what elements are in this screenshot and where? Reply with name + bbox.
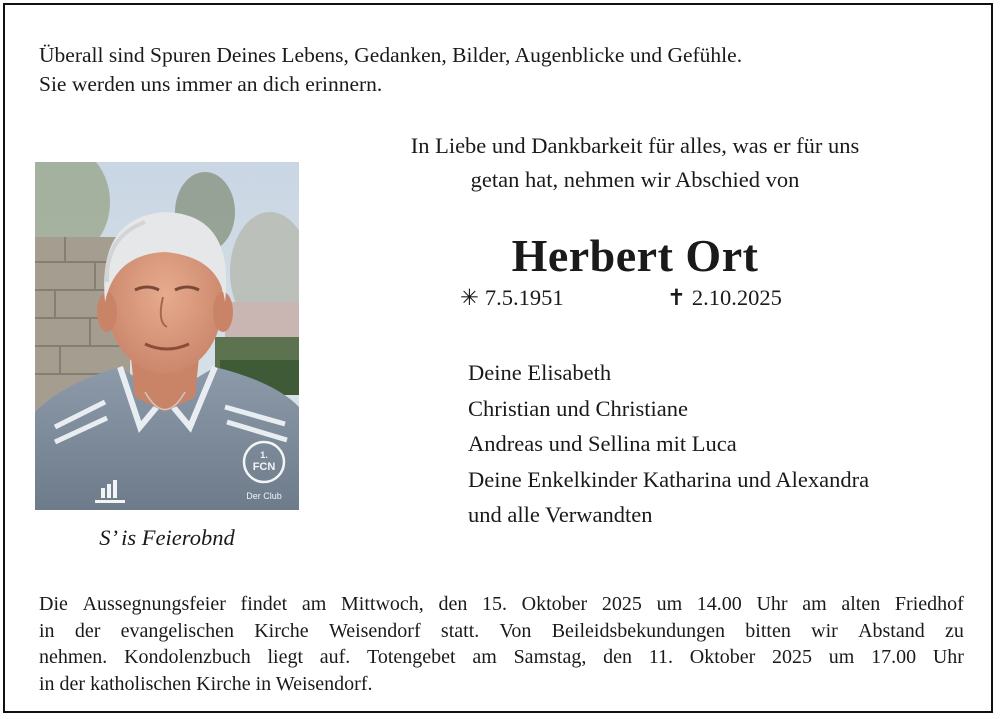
portrait-photo [35, 162, 299, 510]
notice-word: 11. [648, 646, 673, 668]
notice-word: Von [499, 619, 532, 642]
notice-line-2 [39, 618, 964, 645]
notice-word: statt. [440, 619, 480, 642]
notice-word: zu [945, 619, 964, 642]
notice-word: Kirche [254, 619, 309, 642]
notice-word: in [39, 619, 55, 642]
notice-word: 2025 [772, 646, 813, 668]
notice-word: den [603, 646, 632, 668]
notice-word: Samstag, [513, 646, 587, 668]
notice-word: Aussegnungsfeier [82, 593, 226, 615]
deceased-name: Herbert Ort [511, 230, 759, 281]
portrait-illustration [35, 162, 299, 510]
notice-word: 2025 [601, 593, 642, 615]
mourner-line: und alle Verwandten [468, 502, 653, 527]
notice-word: den [438, 593, 468, 615]
cross-death-icon: ✝ [667, 285, 686, 310]
notice-word: am [472, 646, 497, 668]
notice-word: am [802, 593, 827, 615]
notice-word: Friedhof [894, 593, 964, 615]
photo-caption: S’ is Feierobnd [99, 525, 235, 550]
notice-word: Mittwoch, [340, 593, 424, 615]
birth-date [460, 285, 564, 311]
notice-word: am [301, 593, 327, 615]
shirt-text: Der Club [246, 491, 282, 501]
notice-word: Uhr [756, 593, 788, 615]
notice-word: nehmen. [39, 646, 108, 668]
memorial-verse [39, 41, 742, 99]
verse-line-2: Sie werden uns immer an dich erinnern. [39, 72, 383, 96]
intro-line-1: In Liebe und Dankbarkeit für alles, was er für uns [410, 133, 860, 158]
notice-line-3 [39, 644, 964, 671]
farewell-intro [335, 129, 935, 197]
notice-word: wir [811, 619, 838, 642]
notice-word: Kondolenzbuch [124, 646, 251, 668]
notice-line-4: in der katholischen Kirche in Weisendorf. [39, 672, 373, 695]
notice-word: Weisendorf [328, 619, 421, 642]
mourner-line: Andreas und Sellina mit Luca [468, 431, 737, 456]
notice-word: Uhr [932, 646, 964, 668]
verse-line-1: Überall sind Spuren Deines Lebens, Gedanken, Bilder, Augenblicke und Gefühle. [39, 43, 743, 67]
notice-word: 17.00 [871, 646, 917, 668]
notice-word: Beileidsbekundungen [551, 619, 726, 642]
badge-line-2: FCN [252, 461, 276, 473]
mourners-list [468, 355, 869, 533]
notice-word: 14.00 [696, 593, 742, 615]
intro-line-2: getan hat, nehmen wir Abschied von [470, 167, 800, 192]
obituary-notice [3, 3, 993, 713]
notice-word: liegt [267, 646, 303, 668]
mourner-line: Christian und Christiane [468, 395, 688, 421]
asterisk-birth-icon: ✳ [460, 285, 479, 310]
notice-line-1 [39, 591, 964, 618]
notice-word: Abstand [858, 619, 925, 642]
notice-word: Oktober [521, 593, 588, 615]
death-date-value: 2.10.2025 [691, 285, 782, 310]
notice-word: evangelischen [120, 619, 234, 642]
notice-word: alten [841, 593, 881, 615]
notice-word: Oktober [689, 646, 756, 668]
notice-word: 15. [482, 593, 507, 615]
notice-word: findet [240, 593, 288, 615]
mourner-line: Deine Elisabeth [468, 360, 612, 385]
notice-word: um [828, 646, 855, 668]
notice-word: auf. [319, 646, 351, 668]
notice-word: der [74, 619, 101, 642]
notice-word: Die [39, 593, 68, 615]
death-date [667, 285, 782, 311]
badge-line-1: 1. [260, 450, 268, 460]
birth-date-value: 7.5.1951 [484, 285, 564, 310]
funeral-notice [39, 591, 964, 697]
mourner-line: Deine Enkelkinder Katharina und Alexandra [468, 466, 870, 492]
notice-word: bitten [745, 619, 791, 642]
notice-word: um [656, 593, 683, 615]
notice-word: Totengebet [367, 646, 456, 668]
